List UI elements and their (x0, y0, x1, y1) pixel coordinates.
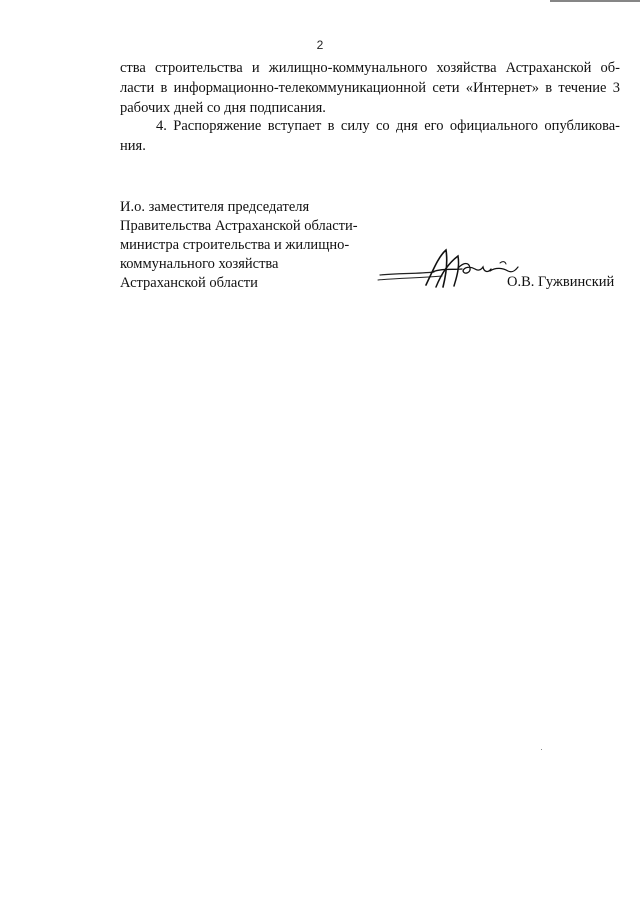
paragraph-line: 4. Распоряжение вступает в силу со дня его официального опубликова- (156, 118, 620, 134)
page-number: 2 (316, 38, 324, 52)
paragraph-line: рабочих дней со дня подписания. (120, 100, 326, 116)
signatory-position-line: И.о. заместителя председателя (120, 199, 310, 215)
signatory-position-line: Правительства Астраханской области- (120, 218, 358, 234)
handwritten-signature-icon (372, 240, 522, 300)
paragraph-line: ласти в информационно-телекоммуникационной сети «Интернет» в течение 3 (120, 80, 620, 96)
scan-speck (541, 749, 542, 750)
paragraph-4 (120, 116, 620, 156)
signatory-position (120, 198, 358, 293)
signatory-position-line: министра строительства и жилищно- (120, 237, 350, 253)
paragraph-3-continued (120, 58, 620, 118)
signatory-position-line: коммунального хозяйства (120, 256, 279, 272)
paragraph-line: ния. (120, 138, 146, 154)
signatory-name: О.В. Гужвинский (507, 274, 615, 290)
paragraph-line: ства строительства и жилищно-коммунального хозяйства Астраханской об- (120, 60, 620, 76)
signatory-position-line: Астраханской области (120, 275, 258, 291)
scan-edge-mark (550, 0, 640, 2)
